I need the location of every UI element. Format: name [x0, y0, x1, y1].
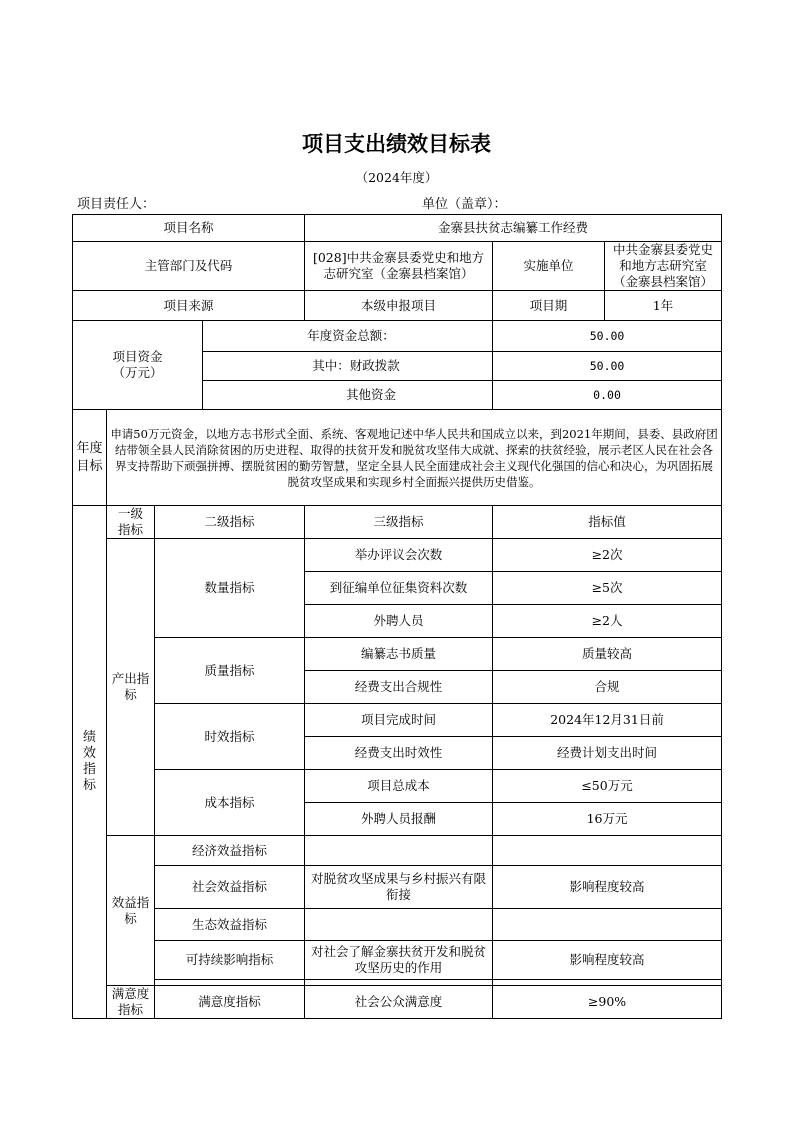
satisfaction-l2-label: 满意度指标: [155, 986, 305, 1019]
header-level2: 二级指标: [155, 506, 305, 539]
indicator-value: ≥2次: [493, 539, 722, 572]
funds-label: 项目资金 （万元）: [73, 321, 203, 410]
indicator-value: 16万元: [493, 803, 722, 836]
header-level1: 一级 指标: [107, 506, 155, 539]
indicator-name: [305, 836, 493, 866]
fiscal-label: 其中：财政拨款: [203, 352, 493, 381]
page-title: 项目支出绩效目标表: [302, 132, 491, 156]
indicator-name: 编纂志书质量: [305, 638, 493, 671]
indicator-name: 举办评议会次数: [305, 539, 493, 572]
year-label: （2024年度）: [355, 170, 438, 185]
indicator-value: 合规: [493, 671, 722, 704]
period-value: 1年: [605, 291, 722, 321]
satisfaction-indicators-label: 满意度 指标: [107, 986, 155, 1019]
output-indicators-label: 产出指 标: [107, 539, 155, 836]
quality-label: 质量指标: [155, 638, 305, 704]
indicator-name: 经费支出合规性: [305, 671, 493, 704]
timeliness-label: 时效指标: [155, 704, 305, 770]
benefit-indicators-label: 效益指 标: [107, 836, 155, 986]
indicator-value: ≥5次: [493, 572, 722, 605]
source-label: 项目来源: [73, 291, 305, 321]
indicator-name: [305, 909, 493, 941]
performance-target-table: [72, 214, 722, 1019]
impl-label: 实施单位: [493, 242, 605, 291]
total-amount-label: 年度资金总额：: [203, 321, 493, 352]
responsible-label: 项目责任人：: [77, 197, 156, 212]
indicator-value: [493, 836, 722, 866]
period-label: 项目期: [493, 291, 605, 321]
indicator-name: 项目总成本: [305, 770, 493, 803]
indicator-name: 对脱贫攻坚成果与乡村振兴有限衔接: [305, 866, 493, 909]
impl-value: 中共金寨县委党史和地方志研究室（金寨县档案馆）: [605, 242, 722, 291]
indicator-value: ≥2人: [493, 605, 722, 638]
unit-seal-label: 单位（盖章）：: [422, 197, 507, 212]
fiscal-value: 50.00: [493, 352, 722, 381]
indicator-name: 到征编单位征集资料次数: [305, 572, 493, 605]
other-funds-value: 0.00: [493, 381, 722, 410]
indicator-value: [493, 909, 722, 941]
eco-label: 生态效益指标: [155, 909, 305, 941]
header-level3: 三级指标: [305, 506, 493, 539]
sustain-label: 可持续影响指标: [155, 941, 305, 980]
other-funds-label: 其他资金: [203, 381, 493, 410]
indicator-name: 项目完成时间: [305, 704, 493, 737]
header-value: 指标值: [493, 506, 722, 539]
perf-indicators-label: 绩 效 指 标: [73, 506, 107, 1019]
total-amount-value: 50.00: [493, 321, 722, 352]
indicator-value: ≥90%: [493, 986, 722, 1019]
social-label: 社会效益指标: [155, 866, 305, 909]
source-value: 本级申报项目: [305, 291, 493, 321]
project-name-label: 项目名称: [73, 215, 305, 242]
economic-label: 经济效益指标: [155, 836, 305, 866]
indicator-name: 对社会了解金寨扶贫开发和脱贫攻坚历史的作用: [305, 941, 493, 980]
indicator-value: ≤50万元: [493, 770, 722, 803]
indicator-name: 外聘人员: [305, 605, 493, 638]
dept-value: [028]中共金寨县委党史和地方志研究室（金寨县档案馆）: [305, 242, 493, 291]
dept-label: 主管部门及代码: [73, 242, 305, 291]
indicator-value: 2024年12月31日前: [493, 704, 722, 737]
indicator-value: 影响程度较高: [493, 866, 722, 909]
cost-label: 成本指标: [155, 770, 305, 836]
quantity-label: 数量指标: [155, 539, 305, 638]
annual-goal-label: 年度 目标: [73, 410, 107, 506]
indicator-name: 经费支出时效性: [305, 737, 493, 770]
annual-goal-text: 申请50万元资金，以地方志书形式全面、系统、客观地记述中华人民共和国成立以来，到2021年期间，县委、县政府团结带领全县人民消除贫困的历史进程、取得的扶贫开发和脱贫攻坚伟大成就、探索的扶贫经验，展示老区人民在社会各界支持帮助下顽强拼搏、摆脱贫困的勤劳智慧，坚定全县人民全面建成社会主义现代化强国的信心和决心，为巩固拓展脱贫攻坚成果和实现乡村全面振兴提供历史借鉴。: [107, 410, 722, 506]
indicator-value: 影响程度较高: [493, 941, 722, 980]
indicator-value: 经费计划支出时间: [493, 737, 722, 770]
indicator-value: 质量较高: [493, 638, 722, 671]
indicator-name: 外聘人员报酬: [305, 803, 493, 836]
project-name-value: 金寨县扶贫志编纂工作经费: [305, 215, 722, 242]
indicator-name: 社会公众满意度: [305, 986, 493, 1019]
